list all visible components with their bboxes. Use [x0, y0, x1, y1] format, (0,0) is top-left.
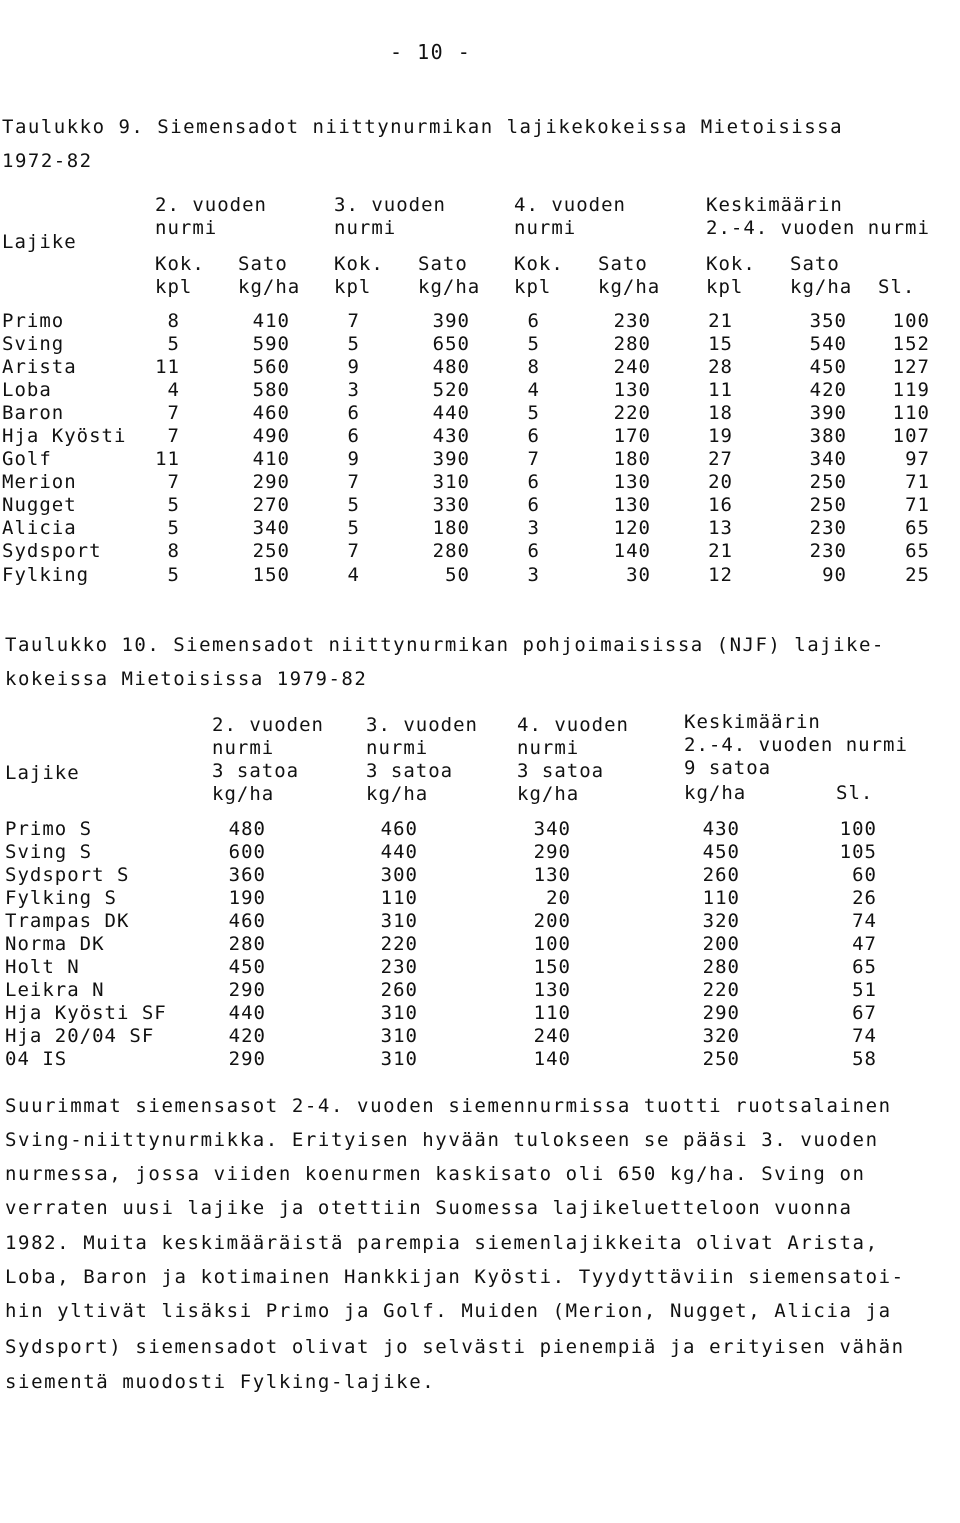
table-10-caption-line1: Taulukko 10. Siemensadot niittynurmikan pohjoimaisissa (NJF) lajike-	[5, 634, 885, 656]
table-10-row-name: Holt N	[5, 956, 80, 978]
table-9-cell: 25	[905, 564, 930, 586]
table-10-cell: 480	[228, 818, 266, 840]
table-9-cell: 71	[905, 494, 930, 516]
paragraph-line: 1982. Muita keskimääräistä parempia siemenlajikkeita olivat Arista,	[5, 1232, 879, 1254]
table-10-group-2v-line3: 3 satoa	[212, 760, 300, 782]
table-9-row-name: Fylking	[2, 564, 90, 586]
table-9-cell: 390	[432, 448, 470, 470]
table-10-cell: 58	[852, 1048, 877, 1070]
table-9-cell: 65	[905, 517, 930, 539]
table-9-cell: 230	[613, 310, 651, 332]
table-10-group-avg-line2: 2.-4. vuoden nurmi	[684, 734, 908, 756]
table-9-caption-line1: Taulukko 9. Siemensadot niittynurmikan lajikekokeissa Mietoisissa	[2, 116, 844, 138]
table-10-cell: 74	[852, 910, 877, 932]
table-10-row-name: Sving S	[5, 841, 93, 863]
table-9-cell: 180	[432, 517, 470, 539]
table-9-kpl-header-2: kpl	[334, 276, 372, 298]
table-9-cell: 6	[527, 425, 540, 447]
table-10-cell: 450	[228, 956, 266, 978]
table-10-cell: 200	[533, 910, 571, 932]
table-9-cell: 5	[167, 333, 180, 355]
table-10-cell: 280	[228, 933, 266, 955]
table-9-cell: 152	[892, 333, 930, 355]
table-10-row-name: Leikra N	[5, 979, 105, 1001]
table-10-cell: 20	[546, 887, 571, 909]
table-9-cell: 310	[432, 471, 470, 493]
table-10-cell: 310	[380, 1048, 418, 1070]
table-9-cell: 290	[252, 471, 290, 493]
table-9-kok-header-3: Kok.	[514, 253, 564, 275]
table-10-cell: 340	[533, 818, 571, 840]
table-9-cell: 5	[347, 517, 360, 539]
table-9-cell: 5	[347, 494, 360, 516]
paragraph-line: siementä muodosti Fylking-lajike.	[5, 1371, 436, 1393]
table-10-row-name: Hja Kyösti SF	[5, 1002, 167, 1024]
table-9-row-name: Baron	[2, 402, 65, 424]
table-9-cell: 27	[708, 448, 733, 470]
table-9-group-2v-line2: nurmi	[155, 217, 218, 239]
paragraph-line: verraten uusi lajike ja otettiin Suomessa lajikeluetteloon vuonna	[5, 1197, 853, 1219]
table-10-cell: 130	[533, 979, 571, 1001]
table-9-cell: 390	[432, 310, 470, 332]
table-9-row-name: Primo	[2, 310, 65, 332]
table-9-cell: 130	[613, 471, 651, 493]
table-9-cell: 280	[432, 540, 470, 562]
table-10-group-4v-line4: kg/ha	[517, 783, 580, 805]
table-9-cell: 490	[252, 425, 290, 447]
table-9-cell: 340	[252, 517, 290, 539]
table-10-cell: 110	[702, 887, 740, 909]
table-9-cell: 280	[613, 333, 651, 355]
table-10-cell: 67	[852, 1002, 877, 1024]
paragraph-line: Suurimmat siemensasot 2-4. vuoden siemennurmissa tuotti ruotsalainen	[5, 1095, 892, 1117]
table-10-cell: 310	[380, 910, 418, 932]
table-10-sl-header: Sl.	[836, 782, 874, 804]
table-9-cell: 440	[432, 402, 470, 424]
table-9-cell: 21	[708, 540, 733, 562]
table-9-cell: 12	[708, 564, 733, 586]
table-9-sato-header-2: Sato	[418, 253, 468, 275]
table-9-cell: 6	[527, 310, 540, 332]
table-9-cell: 5	[167, 517, 180, 539]
table-9-row-name: Nugget	[2, 494, 77, 516]
table-9-row-name: Sydsport	[2, 540, 102, 562]
table-9-row-name: Arista	[2, 356, 77, 378]
table-10-cell: 240	[533, 1025, 571, 1047]
table-9-sato-header-1: Sato	[238, 253, 288, 275]
table-9-cell: 8	[167, 310, 180, 332]
table-9-cell: 3	[347, 379, 360, 401]
table-10-cell: 440	[228, 1002, 266, 1024]
table-10-cell: 190	[228, 887, 266, 909]
table-10-cell: 280	[702, 956, 740, 978]
table-9-sato-header-3: Sato	[598, 253, 648, 275]
table-9-row-name: Golf	[2, 448, 52, 470]
table-9-cell: 460	[252, 402, 290, 424]
table-9-cell: 11	[155, 356, 180, 378]
table-10-row-name: Norma DK	[5, 933, 105, 955]
table-9-cell: 5	[167, 564, 180, 586]
table-9-kpl-header-3: kpl	[514, 276, 552, 298]
table-10-cell: 440	[380, 841, 418, 863]
table-9-cell: 9	[347, 448, 360, 470]
table-9-kok-header-1: Kok.	[155, 253, 205, 275]
table-10-lajike-header: Lajike	[5, 762, 80, 784]
table-9-sl-header: Sl.	[878, 276, 916, 298]
table-9-cell: 3	[527, 564, 540, 586]
table-9-row-name: Sving	[2, 333, 65, 355]
table-9-kgha-header-3: kg/ha	[598, 276, 661, 298]
table-10-cell: 220	[702, 979, 740, 1001]
table-9-cell: 330	[432, 494, 470, 516]
table-9-group-3v-line1: 3. vuoden	[334, 194, 446, 216]
table-10-row-name: Sydsport S	[5, 864, 130, 886]
table-9-cell: 390	[809, 402, 847, 424]
table-10-group-2v-line2: nurmi	[212, 737, 275, 759]
table-9-row-name: Loba	[2, 379, 52, 401]
table-10-cell: 130	[533, 864, 571, 886]
paragraph-line: Sving-niittynurmikka. Erityisen hyvään tulokseen se pääsi 3. vuoden	[5, 1129, 879, 1151]
table-9-cell: 250	[252, 540, 290, 562]
table-9-cell: 580	[252, 379, 290, 401]
table-9-group-3v-line2: nurmi	[334, 217, 397, 239]
table-9-cell: 6	[347, 425, 360, 447]
table-9-cell: 170	[613, 425, 651, 447]
table-10-cell: 100	[839, 818, 877, 840]
table-9-cell: 560	[252, 356, 290, 378]
table-10-row-name: Trampas DK	[5, 910, 130, 932]
table-10-group-4v-line1: 4. vuoden	[517, 714, 629, 736]
table-9-cell: 6	[347, 402, 360, 424]
table-10-cell: 110	[533, 1002, 571, 1024]
table-10-cell: 250	[702, 1048, 740, 1070]
table-9-cell: 420	[809, 379, 847, 401]
table-9-cell: 480	[432, 356, 470, 378]
table-10-row-name: 04 IS	[5, 1048, 68, 1070]
table-10-cell: 290	[702, 1002, 740, 1024]
table-9-cell: 650	[432, 333, 470, 355]
table-10-cell: 450	[702, 841, 740, 863]
table-10-cell: 460	[380, 818, 418, 840]
table-9-kpl-header-1: kpl	[155, 276, 193, 298]
table-9-row-name: Merion	[2, 471, 77, 493]
table-10-cell: 290	[228, 979, 266, 1001]
table-9-cell: 119	[892, 379, 930, 401]
table-9-cell: 7	[167, 402, 180, 424]
table-9-cell: 410	[252, 310, 290, 332]
table-9-lajike-header: Lajike	[2, 231, 77, 253]
table-9-cell: 7	[347, 471, 360, 493]
table-10-cell: 51	[852, 979, 877, 1001]
table-10-cell: 60	[852, 864, 877, 886]
table-9-cell: 180	[613, 448, 651, 470]
table-9-cell: 13	[708, 517, 733, 539]
table-9-cell: 5	[527, 402, 540, 424]
table-9-cell: 30	[626, 564, 651, 586]
table-9-cell: 230	[809, 517, 847, 539]
table-9-kok-header-2: Kok.	[334, 253, 384, 275]
table-10-cell: 320	[702, 910, 740, 932]
table-10-cell: 200	[702, 933, 740, 955]
table-9-cell: 100	[892, 310, 930, 332]
table-9-cell: 5	[347, 333, 360, 355]
table-10-cell: 310	[380, 1025, 418, 1047]
table-10-row-name: Fylking S	[5, 887, 117, 909]
table-9-cell: 3	[527, 517, 540, 539]
table-9-cell: 6	[527, 540, 540, 562]
table-10-caption-line2: kokeissa Mietoisissa 1979-82	[5, 668, 368, 690]
table-9-cell: 130	[613, 379, 651, 401]
table-9-kgha-header-4: kg/ha	[790, 276, 853, 298]
table-9-cell: 520	[432, 379, 470, 401]
table-9-cell: 140	[613, 540, 651, 562]
table-10-group-4v-line2: nurmi	[517, 737, 580, 759]
table-9-cell: 7	[527, 448, 540, 470]
table-9-cell: 9	[347, 356, 360, 378]
table-10-group-3v-line1: 3. vuoden	[366, 714, 478, 736]
table-10-cell: 460	[228, 910, 266, 932]
table-10-group-3v-line3: 3 satoa	[366, 760, 454, 782]
table-10-cell: 47	[852, 933, 877, 955]
table-9-group-4v-line1: 4. vuoden	[514, 194, 626, 216]
table-10-cell: 74	[852, 1025, 877, 1047]
table-10-group-avg-line1: Keskimäärin	[684, 711, 821, 733]
table-9-cell: 430	[432, 425, 470, 447]
table-9-cell: 8	[167, 540, 180, 562]
table-9-cell: 340	[809, 448, 847, 470]
table-9-group-2v-line1: 2. vuoden	[155, 194, 267, 216]
table-9-cell: 4	[347, 564, 360, 586]
paragraph-line: Sydsport) siemensadot olivat jo selvästi pienempiä ja erityisen vähän	[5, 1336, 905, 1358]
table-9-cell: 450	[809, 356, 847, 378]
table-9-cell: 120	[613, 517, 651, 539]
table-10-cell: 360	[228, 864, 266, 886]
table-9-group-avg-line2: 2.-4. vuoden nurmi	[706, 217, 930, 239]
table-9-cell: 410	[252, 448, 290, 470]
paragraph-line: hin yltivät lisäksi Primo ja Golf. Muiden (Merion, Nugget, Alicia ja	[5, 1300, 892, 1322]
table-9-cell: 6	[527, 471, 540, 493]
table-9-cell: 240	[613, 356, 651, 378]
table-9-group-4v-line2: nurmi	[514, 217, 577, 239]
table-10-cell: 230	[380, 956, 418, 978]
table-9-cell: 11	[155, 448, 180, 470]
table-9-cell: 21	[708, 310, 733, 332]
table-9-cell: 7	[167, 425, 180, 447]
table-9-cell: 71	[905, 471, 930, 493]
table-9-cell: 6	[527, 494, 540, 516]
table-10-cell: 290	[228, 1048, 266, 1070]
table-10-cell: 26	[852, 887, 877, 909]
table-9-cell: 97	[905, 448, 930, 470]
table-9-cell: 130	[613, 494, 651, 516]
table-10-cell: 110	[380, 887, 418, 909]
table-9-cell: 16	[708, 494, 733, 516]
table-10-cell: 260	[380, 979, 418, 1001]
table-10-group-3v-line2: nurmi	[366, 737, 429, 759]
table-9-cell: 270	[252, 494, 290, 516]
table-9-cell: 20	[708, 471, 733, 493]
table-9-cell: 540	[809, 333, 847, 355]
table-9-cell: 90	[822, 564, 847, 586]
table-10-cell: 430	[702, 818, 740, 840]
table-9-cell: 590	[252, 333, 290, 355]
table-9-cell: 28	[708, 356, 733, 378]
table-9-cell: 5	[167, 494, 180, 516]
paragraph-line: nurmessa, jossa viiden koenurmen kaskisato oli 650 kg/ha. Sving on	[5, 1163, 866, 1185]
table-9-cell: 5	[527, 333, 540, 355]
table-10-cell: 220	[380, 933, 418, 955]
table-10-cell: 105	[839, 841, 877, 863]
table-9-row-name: Hja Kyösti	[2, 425, 127, 447]
table-9-caption-line2: 1972-82	[2, 150, 93, 172]
table-9-cell: 250	[809, 471, 847, 493]
table-9-cell: 19	[708, 425, 733, 447]
table-10-cell: 420	[228, 1025, 266, 1047]
table-10-group-3v-line4: kg/ha	[366, 783, 429, 805]
table-9-cell: 107	[892, 425, 930, 447]
table-10-group-2v-line1: 2. vuoden	[212, 714, 324, 736]
table-9-cell: 4	[167, 379, 180, 401]
table-9-cell: 15	[708, 333, 733, 355]
table-10-cell: 320	[702, 1025, 740, 1047]
table-9-cell: 7	[167, 471, 180, 493]
table-9-cell: 65	[905, 540, 930, 562]
table-9-cell: 50	[445, 564, 470, 586]
table-10-group-avg-line3: 9 satoa	[684, 757, 772, 779]
table-10-group-2v-line4: kg/ha	[212, 783, 275, 805]
table-10-group-avg-line4: kg/ha	[684, 782, 747, 804]
table-10-cell: 140	[533, 1048, 571, 1070]
table-9-cell: 7	[347, 310, 360, 332]
table-9-cell: 350	[809, 310, 847, 332]
paragraph-line: Loba, Baron ja kotimainen Hankkijan Kyösti. Tyydyttäviin siemensatoi-	[5, 1266, 905, 1288]
table-9-cell: 18	[708, 402, 733, 424]
table-10-cell: 310	[380, 1002, 418, 1024]
table-9-cell: 11	[708, 379, 733, 401]
table-10-row-name: Hja 20/04 SF	[5, 1025, 155, 1047]
table-10-cell: 65	[852, 956, 877, 978]
page-number: - 10 -	[390, 40, 472, 64]
table-9-cell: 380	[809, 425, 847, 447]
table-10-cell: 150	[533, 956, 571, 978]
table-9-kok-header-4: Kok.	[706, 253, 756, 275]
table-10-cell: 100	[533, 933, 571, 955]
table-9-cell: 250	[809, 494, 847, 516]
table-10-cell: 290	[533, 841, 571, 863]
table-9-cell: 220	[613, 402, 651, 424]
table-10-cell: 260	[702, 864, 740, 886]
table-9-sato-header-4: Sato	[790, 253, 840, 275]
table-9-kpl-header-4: kpl	[706, 276, 744, 298]
table-9-cell: 230	[809, 540, 847, 562]
table-9-row-name: Alicia	[2, 517, 77, 539]
table-9-kgha-header-1: kg/ha	[238, 276, 301, 298]
table-9-kgha-header-2: kg/ha	[418, 276, 481, 298]
table-9-cell: 4	[527, 379, 540, 401]
table-10-cell: 300	[380, 864, 418, 886]
table-9-cell: 7	[347, 540, 360, 562]
table-9-cell: 127	[892, 356, 930, 378]
table-9-cell: 8	[527, 356, 540, 378]
table-9-cell: 150	[252, 564, 290, 586]
table-10-row-name: Primo S	[5, 818, 93, 840]
table-9-group-avg-line1: Keskimäärin	[706, 194, 843, 216]
table-10-group-4v-line3: 3 satoa	[517, 760, 605, 782]
table-10-cell: 600	[228, 841, 266, 863]
table-9-cell: 110	[892, 402, 930, 424]
